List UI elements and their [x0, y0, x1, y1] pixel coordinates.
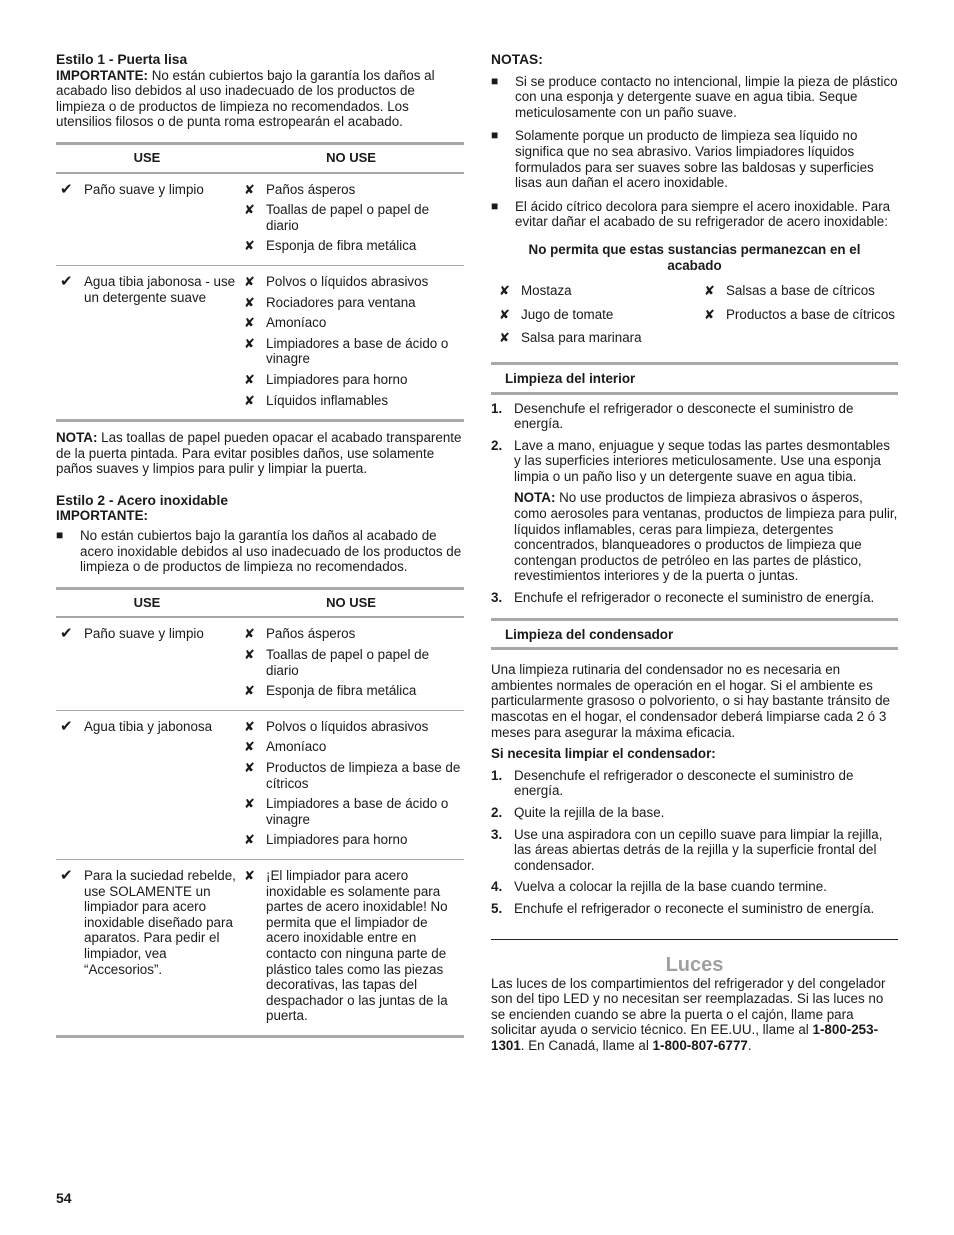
- step-number: 1.: [491, 767, 503, 783]
- step-number: 3.: [491, 826, 503, 842]
- nouse-item: [238, 832, 464, 848]
- check-icon: ✔: [60, 866, 73, 884]
- cross-icon: ✘: [704, 283, 715, 299]
- substance-text: Jugo de tomate: [521, 306, 614, 322]
- substance-text: Salsa para marinara: [521, 330, 642, 346]
- nouse-item: [238, 295, 464, 311]
- style1-important: IMPORTANTE: No están cubiertos bajo la garantía los daños al acabado liso debidos al uso inadecuado de los productos de limpieza o de productos de limpieza no recomendados. Los utensilios filosos o de punta roma estropearán el acabado.: [56, 67, 435, 130]
- use-header: USE: [56, 143, 238, 172]
- substance-text: Salsas a base de cítricos: [726, 283, 875, 299]
- table-body: [56, 617, 464, 1036]
- check-icon: ✔: [60, 625, 73, 643]
- notas-text: Solamente porque un producto de limpieza sea líquido no significa que no sea abrasivo. Varios limpiadores líquidos formulados para ser suaves sobre las baldosas y superficies lisas aun dañan el acero inoxidable.: [515, 128, 874, 191]
- cross-icon: ✘: [244, 647, 255, 663]
- interior-steps: [491, 401, 898, 485]
- cross-icon: ✘: [244, 392, 255, 408]
- nouse-text: ¡El limpiador para acero inoxidable es solamente para partes de acero inoxidable! No permita que el limpiador de acero inoxidable entre en contacto con ninguna parte de plástico tales como las piezas decorativas, las tapas del despachador o las juntas de la puerta.: [266, 867, 448, 1024]
- use-cell: [56, 173, 238, 266]
- nouse-cell: [238, 710, 464, 859]
- nouse-item: [238, 182, 464, 198]
- cross-icon: ✘: [244, 294, 255, 310]
- nouse-item: [238, 760, 464, 791]
- use-item: [56, 868, 238, 977]
- nouse-item: [238, 647, 464, 678]
- use-item: [56, 719, 238, 735]
- cross-icon: ✘: [244, 273, 255, 289]
- table-style2: [56, 587, 464, 1038]
- substances-list: [491, 283, 898, 346]
- substance-text: Mostaza: [521, 283, 572, 299]
- step-text: Desenchufe el refrigerador o desconecte el suministro de energía.: [514, 400, 854, 432]
- step-number: 1.: [491, 400, 503, 416]
- nouse-cell: [238, 859, 464, 1036]
- check-icon: ✔: [60, 272, 73, 290]
- cross-icon: ✘: [244, 760, 255, 775]
- nouse-item: [238, 796, 464, 827]
- step-number: 5.: [491, 900, 503, 916]
- notas-item: [491, 128, 898, 190]
- notas-item: [491, 74, 898, 121]
- table-row: [56, 173, 464, 266]
- square-bullet-icon: ■: [56, 528, 64, 543]
- list-item: [491, 827, 898, 874]
- square-bullet-icon: ■: [491, 198, 499, 213]
- nouse-item: [238, 868, 464, 1024]
- nouse-text: Limpiadores para horno: [266, 832, 408, 848]
- cross-icon: ✘: [244, 718, 255, 734]
- nouse-text: Limpiadores a base de ácido o vinagre: [266, 796, 449, 827]
- substance-item: [491, 330, 696, 346]
- use-text: Paño suave y limpio: [84, 181, 204, 197]
- list-item: [491, 768, 898, 799]
- notas-text: El ácido cítrico decolora para siempre el acero inoxidable. Para evitar dañar el acabado de su refrigerador de acero inoxidable:: [515, 198, 891, 230]
- nouse-text: Polvos o líquidos abrasivos: [266, 718, 429, 734]
- condenser-subheading: Si necesita limpiar el condensador:: [491, 746, 716, 762]
- check-icon: ✔: [60, 717, 73, 735]
- nouse-item: [238, 372, 464, 388]
- luces-title: Luces: [665, 953, 724, 976]
- style1-heading: Estilo 1 - Puerta lisa: [56, 52, 188, 67]
- nouse-item: [238, 274, 464, 290]
- luces-paragraph: Las luces de los compartimientos del refrigerador y del congelador son del tipo LED y no necesitan ser reemplazadas. Si las luces no se encienden cuando se abre la puerta o el cajón, llame para solicitar ayuda o servicio técnico. En EE.UU., llame al 1-800-253-1301. En Canadá, llame al 1-800-807-6777.: [491, 975, 886, 1053]
- cross-icon: ✘: [244, 202, 255, 218]
- notas-item: [491, 199, 898, 230]
- style2-bullet: ■ No están cubiertos bajo la garantía los daños al acabado de acero inoxidable debidos al uso inadecuado de los productos de limpieza o de productos de limpieza no recomendados.: [56, 528, 462, 575]
- nouse-item: [238, 739, 464, 755]
- nouse-item: [238, 393, 464, 409]
- cross-icon: ✘: [244, 335, 255, 351]
- nouse-item: [238, 719, 464, 735]
- list-item: [491, 401, 898, 432]
- use-header: USE: [56, 588, 238, 617]
- condenser-intro: Una limpieza rutinaria del condensador no es necesaria en ambientes normales de operación en el hogar. Si el ambiente es particularmente grasoso o polvoriento, o si hay bastante tránsito de mascotas en el hogar, el condensador deberá limpiarse cada 2 ó 3 meses para asegurar la máxima eficacia.: [491, 662, 890, 740]
- cross-icon: ✘: [244, 238, 255, 254]
- use-item: [56, 626, 238, 642]
- step-text: Enchufe el refrigerador o reconecte el suministro de energía.: [514, 900, 875, 916]
- cross-icon: ✘: [499, 306, 510, 322]
- cross-icon: ✘: [244, 683, 255, 699]
- use-item: [56, 182, 238, 198]
- cross-icon: ✘: [499, 330, 510, 346]
- table-row: [56, 265, 464, 420]
- list-item: [491, 805, 898, 821]
- notas-heading: NOTAS:: [491, 52, 543, 67]
- step-text: Lave a mano, enjuague y seque todas las partes desmontables y las superficies interiores meticulosamente. Use una esponja limpia o un paño liso y un detergente suave en agua tibia.: [514, 437, 890, 484]
- nouse-item: [238, 336, 464, 367]
- phone-ca: 1-800-807-6777: [652, 1037, 748, 1053]
- substance-item: [491, 283, 696, 299]
- cross-icon: ✘: [244, 626, 255, 642]
- style2-heading: Estilo 2 - Acero inoxidable: [56, 492, 228, 508]
- list-item: [491, 438, 898, 485]
- square-bullet-icon: ■: [491, 128, 499, 143]
- table-row: [56, 710, 464, 859]
- nouse-cell: [238, 265, 464, 420]
- nouse-text: Líquidos inflamables: [266, 392, 389, 408]
- nouse-text: Limpiadores para horno: [266, 371, 408, 387]
- nouse-text: Rociadores para ventana: [266, 294, 416, 310]
- cross-icon: ✘: [244, 739, 255, 755]
- use-cell: [56, 710, 238, 859]
- cross-icon: ✘: [244, 371, 255, 387]
- interior-heading: Limpieza del interior: [491, 362, 898, 395]
- cross-icon: ✘: [244, 181, 255, 197]
- step-number: 2.: [491, 437, 503, 453]
- condenser-heading: Limpieza del condensador: [491, 618, 898, 651]
- nouse-text: Amoníaco: [266, 739, 327, 755]
- interior-nota: NOTA: No use productos de limpieza abrasivos o ásperos, como aerosoles para ventanas, productos de limpieza para pulir, líquidos inflamables, ceras para limpieza, detergentes concentrados, blanqueadores o productos de limpieza que contengan productos de petróleo en las partes de plástico, revestimientos interiores y de la puerta o juntas.: [514, 490, 898, 584]
- notas-text: Si se produce contacto no intencional, limpie la pieza de plástico con una esponja y detergente suave en agua tibia. Seque meticulosamente con un paño suave.: [515, 73, 898, 120]
- nouse-item: [238, 238, 464, 254]
- nouse-header: NO USE: [238, 588, 464, 617]
- page-number: 54: [56, 1190, 72, 1206]
- nouse-text: Polvos o líquidos abrasivos: [266, 273, 429, 289]
- table-row: [56, 617, 464, 710]
- phone-us: 1-800-253-1301: [491, 1022, 879, 1053]
- nota-paragraph: NOTA: Las toallas de papel pueden opacar el acabado transparente de la puerta pintada. Para evitar posibles daños, use solamente paños suaves y limpios para pulir y limpiar la puerta.: [56, 430, 462, 477]
- nouse-text: Productos de limpieza a base de cítricos: [266, 760, 461, 791]
- nouse-text: Amoníaco: [266, 315, 327, 331]
- nouse-cell: [238, 617, 464, 710]
- use-text: Para la suciedad rebelde, use SOLAMENTE un limpiador para acero inoxidable diseñado para aparatos. Para pedir el limpiador, vea “Accesorios”.: [84, 867, 236, 977]
- cross-icon: ✘: [244, 796, 255, 812]
- step-text: Use una aspiradora con un cepillo suave para limpiar la rejilla, las áreas abiertas detrás de la rejilla y la superficie frontal del condensador.: [514, 826, 883, 873]
- right-column: [491, 52, 898, 1054]
- use-text: Agua tibia y jabonosa: [84, 718, 213, 734]
- cross-icon: ✘: [244, 832, 255, 848]
- use-item: [56, 274, 238, 305]
- nouse-text: Toallas de papel o papel de diario: [266, 202, 430, 233]
- substance-item: [696, 283, 896, 299]
- list-item: [491, 901, 898, 917]
- style2-important-label: IMPORTANTE:: [56, 508, 148, 524]
- step-text: Vuelva a colocar la rejilla de la base cuando termine.: [514, 879, 827, 895]
- step-text: Desenchufe el refrigerador o desconecte el suministro de energía.: [514, 767, 854, 799]
- notas-list: [491, 74, 898, 230]
- nouse-text: Limpiadores a base de ácido o vinagre: [266, 335, 449, 367]
- list-item: 3. Enchufe el refrigerador o reconecte el suministro de energía.: [491, 590, 875, 606]
- divider: [491, 939, 898, 940]
- nouse-text: Paños ásperos: [266, 181, 356, 197]
- table-body: [56, 173, 464, 421]
- nouse-text: Esponja de fibra metálica: [266, 683, 417, 699]
- use-cell: [56, 617, 238, 710]
- substance-item: [491, 307, 696, 323]
- cross-icon: ✘: [704, 306, 715, 322]
- use-cell: [56, 265, 238, 420]
- substance-text: Productos a base de cítricos: [726, 306, 895, 322]
- step-text: Quite la rejilla de la base.: [514, 804, 665, 820]
- nouse-item: [238, 202, 464, 233]
- table-row: [56, 859, 464, 1036]
- square-bullet-icon: ■: [491, 73, 499, 88]
- cross-icon: ✘: [244, 867, 255, 883]
- substance-item: [696, 307, 896, 323]
- nouse-cell: [238, 173, 464, 266]
- nouse-text: Paños ásperos: [266, 626, 356, 642]
- left-column: [56, 52, 464, 1038]
- use-text: Agua tibia jabonosa - use un detergente suave: [84, 273, 236, 305]
- cross-icon: ✘: [244, 315, 255, 331]
- condenser-steps: [491, 768, 898, 917]
- nouse-header: NO USE: [238, 143, 464, 172]
- substances-heading: No permita que estas sustancias permanezcan en el acabado: [528, 241, 861, 273]
- step-number: 2.: [491, 804, 503, 820]
- nouse-item: [238, 626, 464, 642]
- nouse-text: Esponja de fibra metálica: [266, 238, 417, 254]
- list-item: [491, 879, 898, 895]
- check-icon: ✔: [60, 180, 73, 198]
- use-cell: [56, 859, 238, 1036]
- use-text: Paño suave y limpio: [84, 626, 204, 642]
- cross-icon: ✘: [499, 283, 510, 299]
- nouse-item: [238, 683, 464, 699]
- table-style1: [56, 142, 464, 422]
- nouse-text: Toallas de papel o papel de diario: [266, 647, 430, 678]
- nouse-item: [238, 315, 464, 331]
- step-number: 4.: [491, 879, 503, 895]
